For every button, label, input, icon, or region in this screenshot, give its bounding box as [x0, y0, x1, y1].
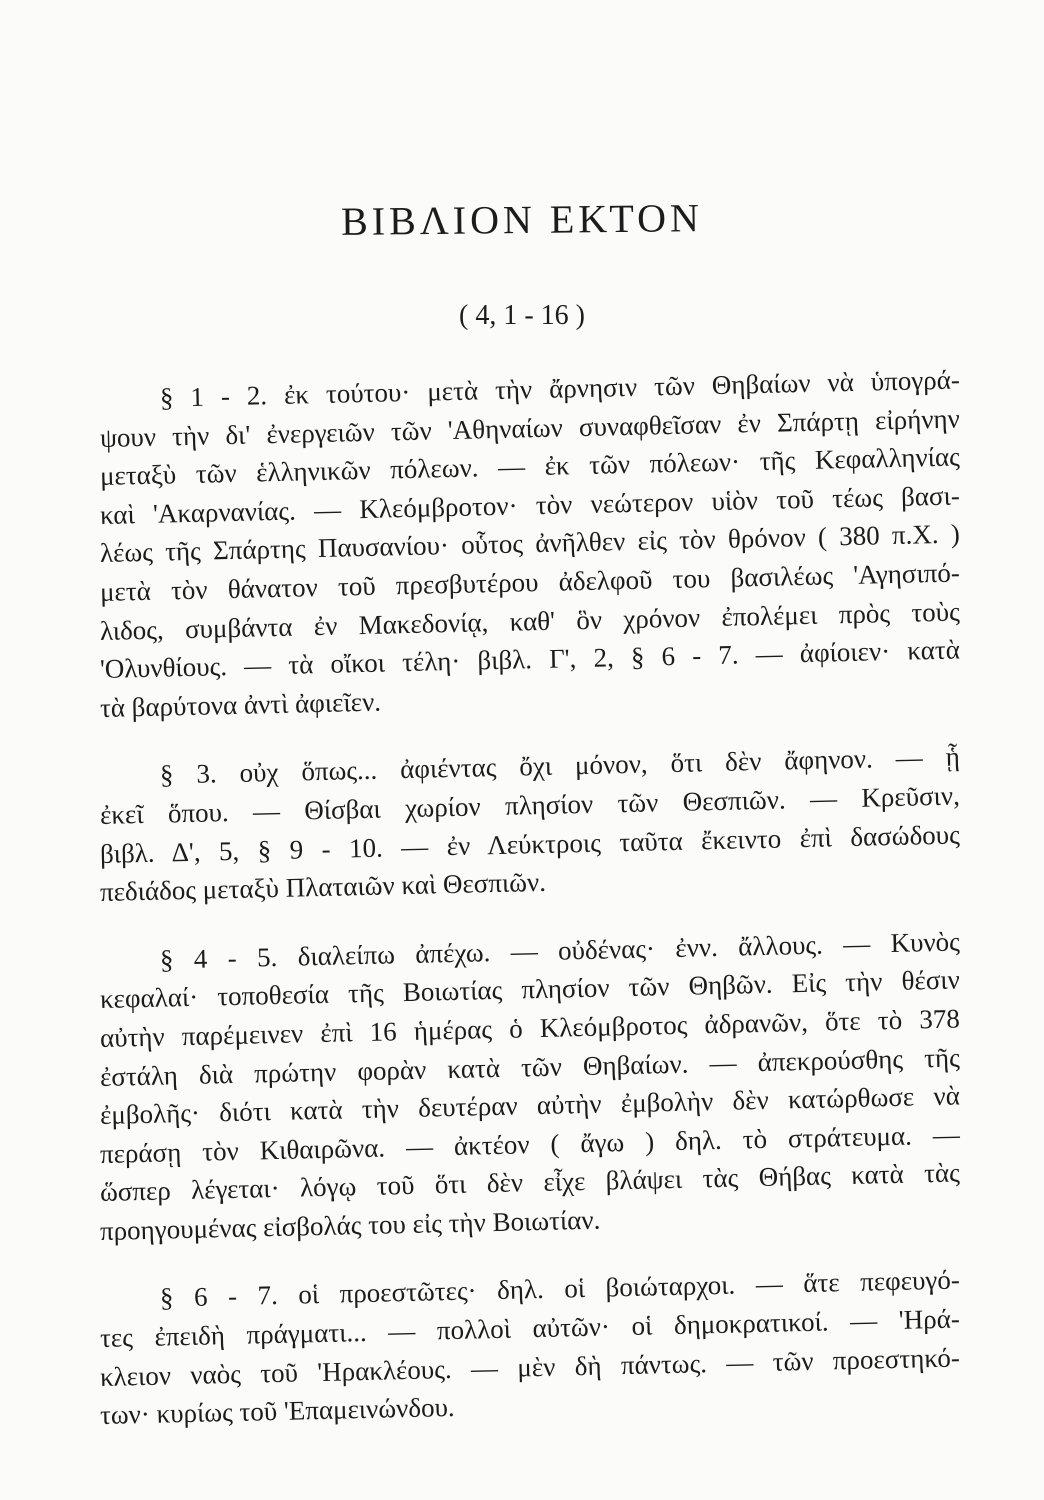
text-line: πεδιάδος μεταξὺ Πλαταιῶν καὶ Θεσπιῶν.	[99, 867, 547, 908]
text-line: προηγουμένας εἰσβολάς του εἰς τὴν Βοιωτίαν.	[99, 1204, 601, 1246]
section-range: ( 4, 1 - 16 )	[459, 300, 585, 331]
text-line: ἐμβολῆς· διότι κατὰ τὴν δευτέραν αὐτὴν ἐμβολὴν δὲν κατώρθωσε νὰ	[99, 1080, 961, 1131]
text-line: καὶ 'Ακαρνανίας. — Κλεόμβροτον· τὸν νεώτερον υἱὸν τοῦ τέως βασι-	[99, 480, 961, 530]
text-line: λέως τῆς Σπάρτης Παυσανίου· οὗτος ἀνῆλθεν εἰς τὸν θρόνον ( 380 π.Χ. )	[99, 518, 961, 569]
paragraph-3	[99, 926, 961, 1251]
text-line: λιδος, συμβάντα ἐν Μακεδονίᾳ, καθ' ὃν χρόνον ἐπολέμει πρὸς τοὺς	[99, 596, 961, 646]
text-line: των· κυρίως τοῦ 'Επαμεινώνδου.	[99, 1392, 455, 1431]
text-line: κλειον ναὸς τοῦ 'Ηρακλέους. — μὲν δὴ πάντως. — τῶν προεστηκό-	[99, 1342, 961, 1392]
text-line: ψουν τὴν δι' ἐνεργειῶν τῶν 'Αθηναίων συναφθεῖσαν ἐν Σπάρτῃ εἰρήνην	[99, 403, 961, 453]
paragraph-4	[99, 1264, 961, 1434]
text-line: 'Ολυνθίους. — τὰ οἴκοι τέλη· βιβλ. Γ', 2, § 6 - 7. — ἀφίοιεν· κατὰ	[99, 634, 961, 685]
text-line: αὐτὴν παρέμεινεν ἐπὶ 16 ἡμέρας ὁ Κλεόμβροτος ἀδρανῶν, ὅτε τὸ 378	[99, 1003, 961, 1053]
text-line: § 4 - 5. διαλείπω ἀπέχω. — οὐδένας· ἐνν. ἄλλους. — Κυνὸς	[159, 926, 961, 975]
text-line: § 1 - 2. ἐκ τούτου· μετὰ τὴν ἄρνησιν τῶν Θηβαίων νὰ ὑπογρά-	[159, 364, 961, 413]
text-line: κεφαλαί· τοποθεσία τῆς Βοιωτίας πλησίον τῶν Θηβῶν. Εἰς τὴν θέσιν	[99, 964, 961, 1015]
paragraph-1	[99, 364, 961, 727]
paragraph-2	[99, 741, 961, 911]
chapter-heading: ΒΙΒΛΙΟΝ ΕΚΤΟΝ	[340, 195, 704, 244]
text-line: ἐστάλη διὰ πρώτην φορὰν κατὰ τῶν Θηβαίων. — ἀπεκρούσθης τῆς	[99, 1041, 961, 1092]
text-line: μεταξὺ τῶν ἑλληνικῶν πόλεων. — ἐκ τῶν πόλεων· τῆς Κεφαλληνίας	[99, 441, 961, 492]
text-line: τες ἐπειδὴ πράγματι... — πολλοὶ αὐτῶν· οἱ δημοκρατικοί. — 'Ηρά-	[99, 1303, 961, 1354]
text-line: ὥσπερ λέγεται· λόγῳ τοῦ ὅτι δὲν εἶχε βλάψει τὰς Θήβας κατὰ τὰς	[99, 1157, 961, 1208]
commentary-body	[99, 364, 961, 1465]
text-line: μετὰ τὸν θάνατον τοῦ πρεσβυτέρου ἀδελφοῦ του βασιλέως 'Αγησιπό-	[99, 557, 961, 607]
text-line: περάσῃ τὸν Κιθαιρῶνα. — ἀκτέον ( ἄγω ) δηλ. τὸ στράτευμα. —	[99, 1119, 961, 1169]
text-line: ἐκεῖ ὅπου. — Θίσβαι χωρίον πλησίον τῶν Θεσπιῶν. — Κρεῦσιν,	[99, 780, 961, 830]
text-line: τὰ βαρύτονα ἀντὶ ἀφιεῖεν.	[99, 686, 382, 723]
text-line: § 3. οὐχ ὅπως... ἀφιέντας ὄχι μόνον, ὅτι δὲν ἄφηνον. — ᾗ	[159, 741, 961, 790]
text-line: § 6 - 7. οἱ προεστῶτες· δηλ. οἱ βοιώταρχοι. — ἅτε πεφευγό-	[159, 1264, 961, 1314]
text-line: βιβλ. Δ', 5, § 9 - 10. — ἐν Λεύκτροις ταῦτα ἔκειντο ἐπὶ δασώδους	[99, 819, 961, 869]
